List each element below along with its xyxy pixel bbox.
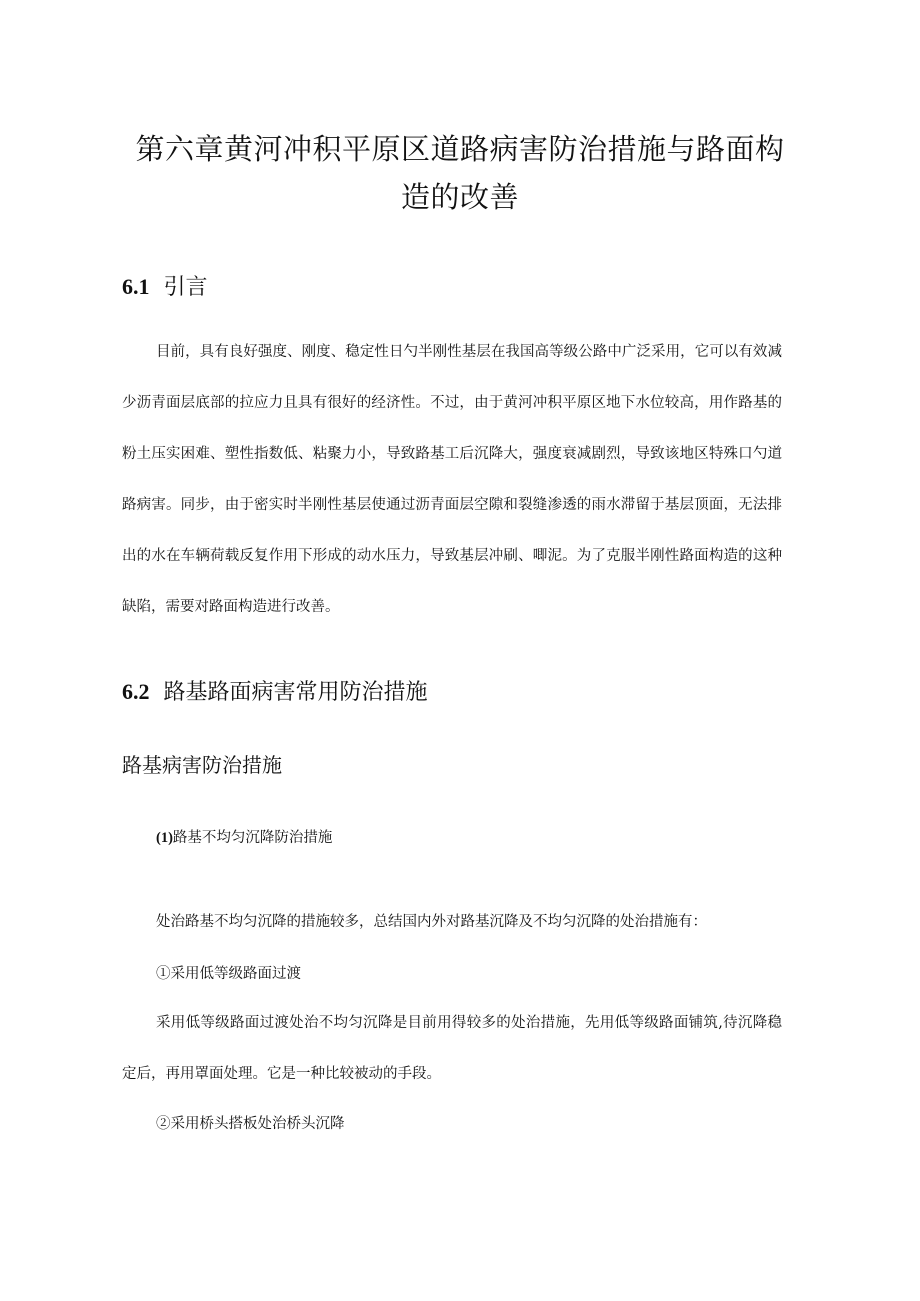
paragraph-line: 缺陷，需要对路面构造进行改善。 — [122, 599, 340, 615]
item-number: (1) — [156, 830, 173, 846]
chapter-title-line-2: 造的改善 — [400, 180, 519, 214]
section-number: 6.1 — [122, 274, 150, 299]
paragraph-line: 路病害。同步，由于密实时半刚性基层使通过沥青面层空隙和裂缝渗透的雨水滞留于基层顶面，无法排 — [122, 497, 782, 513]
paragraph-line: 出的水在车辆荷载反复作用下形成的动水压力，导致基层冲刷、唧泥。为了克服半刚性路面构造的这种 — [122, 548, 782, 564]
section-title: 引言 — [163, 275, 208, 300]
paragraph-line: 粉土压实困难、塑性指数低、粘聚力小，导致路基工后沉降大，强度衰减剧烈，导致该地区特殊口勺道 — [122, 446, 782, 462]
measure-1-title: ①采用低等级路面过渡 — [156, 966, 301, 982]
paragraph-line: 目前，具有良好强度、刚度、稳定性日勺半刚性基层在我国高等级公路中广泛采用，它可以有效减 — [156, 344, 782, 360]
paragraph-line: 采用低等级路面过渡处治不均匀沉降是目前用得较多的处治措施，先用低等级路面铺筑,待沉降稳 — [156, 1015, 782, 1031]
section-number: 6.2 — [122, 679, 150, 704]
item-label: 路基不均匀沉降防治措施 — [172, 830, 333, 846]
paragraph-line: 少沥青面层底部的拉应力且具有很好的经济性。不过，由于黄河冲积平原区地下水位较高，用作路基的 — [122, 395, 782, 411]
measure-2-title: ②采用桥头搭板处治桥头沉降 — [156, 1116, 345, 1132]
paragraph-line: 定后，再用罩面处理。它是一种比较被动的手段。 — [122, 1066, 441, 1082]
item-heading — [156, 826, 332, 847]
intro-line: 处治路基不均匀沉降的措施较多，总结国内外对路基沉降及不均匀沉降的处治措施有： — [156, 914, 707, 930]
section-6-2-heading — [122, 675, 428, 706]
section-6-1-heading — [122, 270, 208, 301]
section-title: 路基路面病害常用防治措施 — [163, 680, 428, 705]
subsection-heading: 路基病害防治措施 — [122, 753, 282, 777]
chapter-title-line-1: 第六章黄河冲积平原区道路病害防治措施与路面构 — [135, 132, 785, 166]
